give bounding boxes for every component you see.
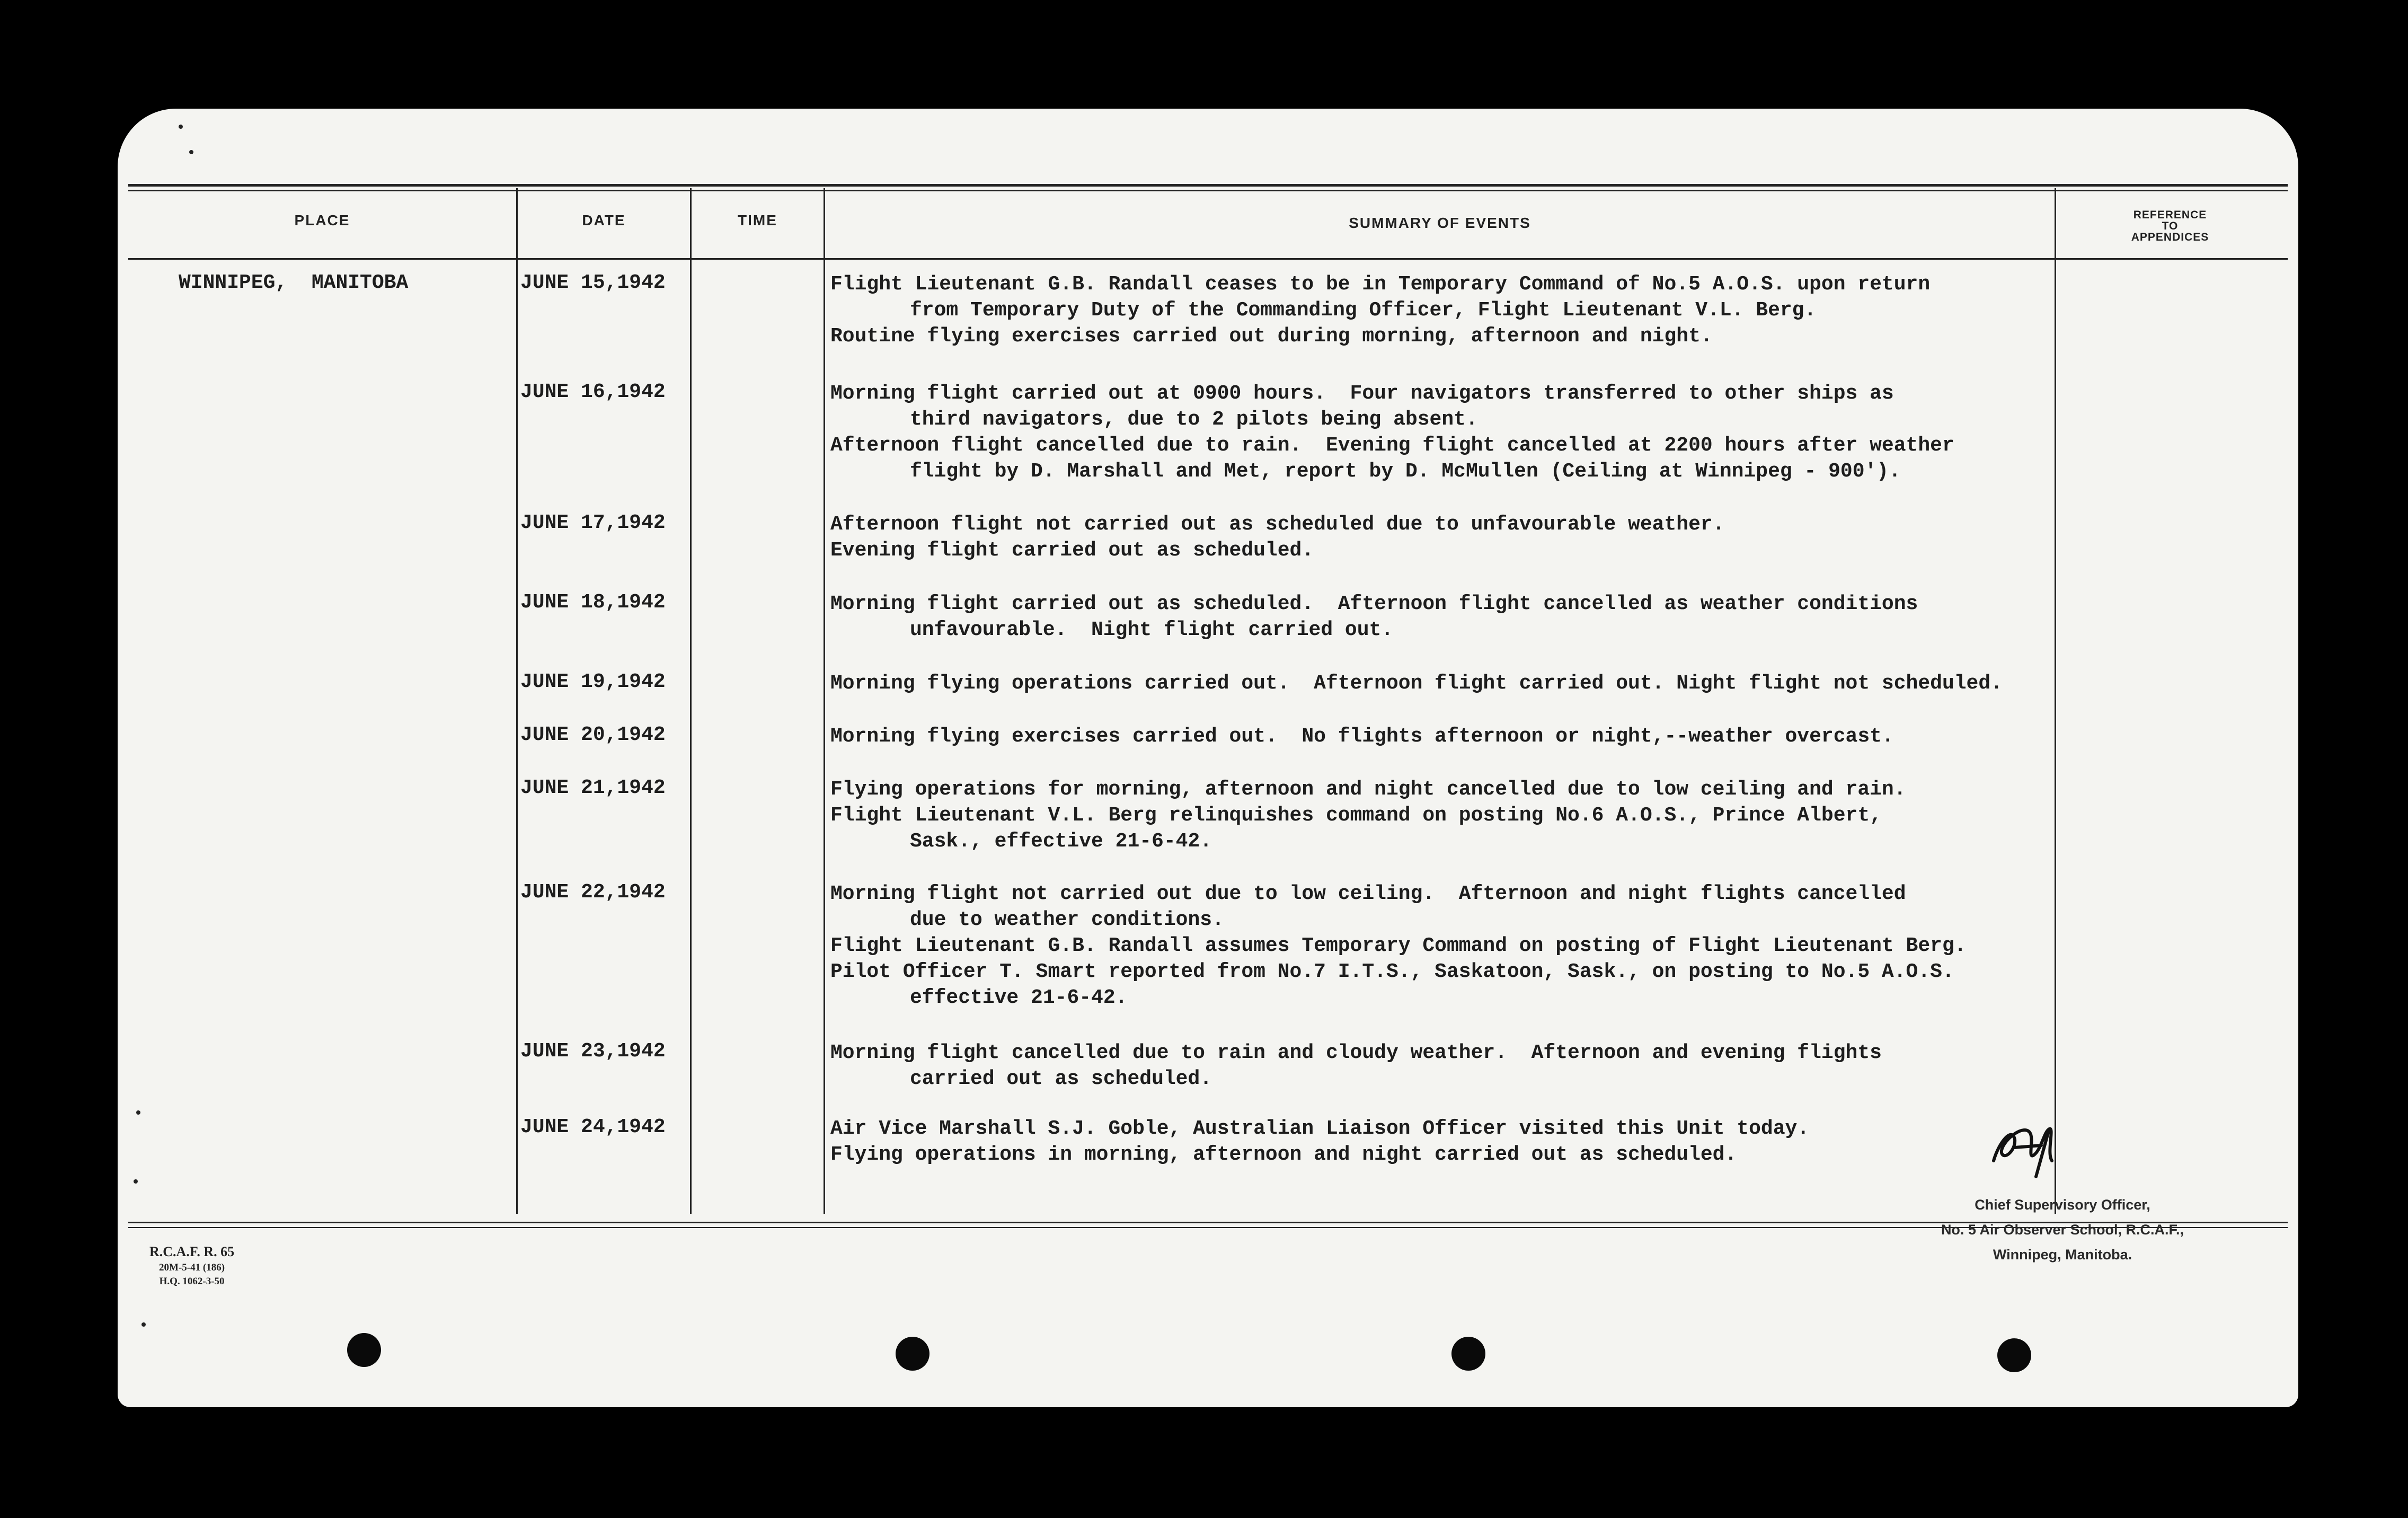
summary-line: Flying operations in morning, afternoon and night carried out as scheduled.	[830, 1143, 1737, 1166]
summary-line: effective 21-6-42.	[910, 986, 1128, 1009]
summary-line: Air Vice Marshall S.J. Goble, Australian Liaison Officer visited this Unit today.	[830, 1117, 1810, 1140]
header-summary-of-events: SUMMARY OF EVENTS	[1349, 215, 1531, 231]
signature-unit: No. 5 Air Observer School, R.C.A.F.,	[1941, 1222, 2184, 1238]
diary-form-sheet	[118, 109, 2298, 1407]
entry-date: JUNE 15,1942	[520, 271, 666, 294]
summary-line: Flight Lieutenant G.B. Randall assumes Temporary Command on posting of Flight Lieutenant Berg.	[830, 934, 1967, 957]
summary-line: flight by D. Marshall and Met, report by D. McMullen (Ceiling at Winnipeg - 900').	[910, 460, 1901, 483]
summary-line: Flying operations for morning, afternoon and night cancelled due to low ceiling and rain.	[830, 778, 1906, 801]
summary-line: Flight Lieutenant V.L. Berg relinquishes command on posting No.6 A.O.S., Prince Albert,	[830, 804, 1882, 827]
summary-line: Sask., effective 21-6-42.	[910, 830, 1212, 853]
entry-summary	[830, 723, 2208, 749]
summary-line: Morning flight cancelled due to rain and cloudy weather. Afternoon and evening flights	[830, 1042, 1882, 1064]
summary-line: Morning flying operations carried out. Afternoon flight carried out. Night flight not scheduled.	[830, 672, 2003, 695]
summary-line: unfavourable. Night flight carried out.	[910, 619, 1394, 641]
summary-line: Morning flight not carried out due to low ceiling. Afternoon and night flights cancelled	[830, 882, 1906, 905]
summary-line: Afternoon flight not carried out as scheduled due to unfavourable weather.	[830, 513, 1725, 536]
entry-summary	[830, 670, 2208, 696]
form-print-line-1: 20M-5-41 (186)	[159, 1262, 225, 1273]
col-divider-place-date	[516, 188, 518, 1214]
handwritten-initials-signature	[1983, 1110, 2073, 1185]
paper-speck	[136, 1110, 140, 1115]
header-bottom-rule	[128, 258, 2288, 260]
summary-line: carried out as scheduled.	[910, 1067, 1212, 1090]
summary-line: Afternoon flight cancelled due to rain. Evening flight cancelled at 2200 hours after weather	[830, 434, 1954, 457]
top-double-rule-a	[128, 184, 2288, 187]
summary-line: Morning flight carried out as scheduled. Afternoon flight cancelled as weather conditions	[830, 593, 1918, 615]
punch-hole	[347, 1333, 381, 1367]
summary-line: Morning flying exercises carried out. No flights afternoon or night,--weather overcast.	[830, 725, 1894, 748]
entry-date: JUNE 20,1942	[520, 723, 666, 746]
paper-speck	[189, 150, 193, 154]
paper-speck	[141, 1322, 146, 1327]
entry-summary	[830, 881, 2208, 1011]
entry-date: JUNE 24,1942	[520, 1116, 666, 1138]
entry-summary	[830, 591, 2208, 643]
entry-date: JUNE 18,1942	[520, 591, 666, 614]
signature-location: Winnipeg, Manitoba.	[1993, 1247, 2132, 1263]
summary-line: Flight Lieutenant G.B. Randall ceases to be in Temporary Command of No.5 A.O.S. upon return	[830, 273, 1931, 296]
header-date: DATE	[582, 212, 626, 228]
header-place: PLACE	[294, 212, 350, 228]
punch-hole	[1451, 1337, 1485, 1371]
paper-speck	[179, 125, 183, 129]
header-reference-line-3: APPENDICES	[2131, 231, 2209, 243]
header-reference	[2056, 209, 2284, 243]
summary-line: Routine flying exercises carried out during morning, afternoon and night.	[830, 325, 1713, 348]
summary-line: Pilot Officer T. Smart reported from No.7 I.T.S., Saskatoon, Sask., on posting to No.5 A.O.S.	[830, 960, 1954, 983]
header-time: TIME	[738, 212, 777, 228]
summary-line: Morning flight carried out at 0900 hours. Four navigators transferred to other ships as	[830, 382, 1894, 405]
summary-line: Evening flight carried out as scheduled.	[830, 539, 1314, 562]
top-double-rule-b	[128, 190, 2288, 191]
punch-hole	[1997, 1338, 2031, 1372]
entry-summary	[830, 1040, 2208, 1092]
summary-line: third navigators, due to 2 pilots being absent.	[910, 408, 1478, 431]
entry-date: JUNE 21,1942	[520, 776, 666, 799]
entry-date: JUNE 16,1942	[520, 381, 666, 403]
header-reference-line-2: TO	[2162, 220, 2179, 232]
entry-summary	[830, 511, 2208, 563]
form-code-block	[149, 1243, 234, 1288]
form-code: R.C.A.F. R. 65	[149, 1244, 235, 1259]
summary-line: from Temporary Duty of the Commanding Officer, Flight Lieutenant V.L. Berg.	[910, 299, 1817, 322]
entry-summary	[830, 381, 2208, 484]
signature-title: Chief Supervisory Officer,	[1975, 1197, 2150, 1213]
entry-summary	[830, 271, 2208, 349]
summary-line: due to weather conditions.	[910, 908, 1224, 931]
signature-block	[1866, 1193, 2259, 1267]
paper-speck	[134, 1179, 138, 1184]
col-divider-time-summary	[824, 188, 825, 1214]
form-print-line-2: H.Q. 1062-3-50	[159, 1276, 225, 1287]
entry-date: JUNE 22,1942	[520, 881, 666, 904]
header-reference-line-1: REFERENCE	[2133, 209, 2207, 221]
entry-date: JUNE 19,1942	[520, 670, 666, 693]
place-value: WINNIPEG, MANITOBA	[179, 271, 409, 294]
entry-summary	[830, 776, 2208, 854]
punch-hole	[896, 1337, 929, 1371]
entry-date: JUNE 23,1942	[520, 1040, 666, 1063]
entry-date: JUNE 17,1942	[520, 511, 666, 534]
